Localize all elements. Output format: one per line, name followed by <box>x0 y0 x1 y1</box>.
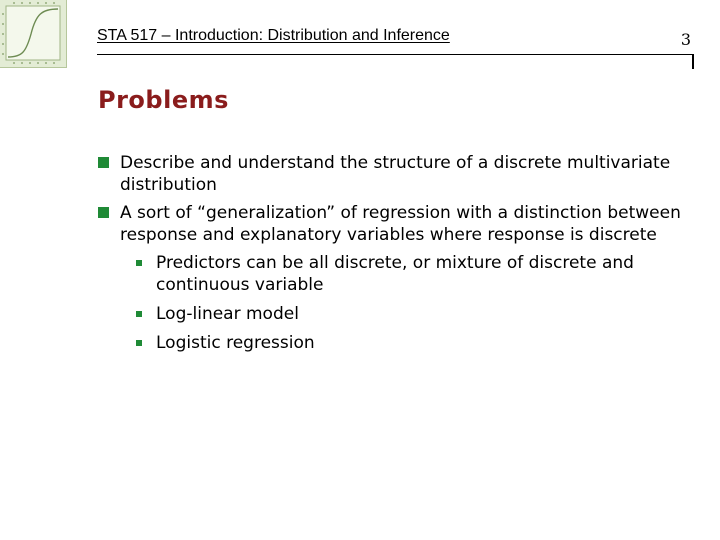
header-divider-tick <box>692 54 694 69</box>
header-title: STA 517 – Introduction: Distribution and Inference <box>97 27 450 44</box>
square-bullet-icon <box>98 157 109 168</box>
small-square-bullet-icon <box>136 260 142 266</box>
sub-bullet-list <box>134 252 698 354</box>
bullet-text: A sort of “generalization” of regression with a distinction between response and explanatory variables where response is discrete <box>120 203 681 245</box>
sub-bullet-item <box>134 303 698 325</box>
slide-title: Problems <box>98 86 229 114</box>
square-bullet-icon <box>98 207 109 218</box>
logo-sigmoid-curve <box>0 0 67 68</box>
bullet-item <box>98 202 698 354</box>
sub-bullet-text: Log-linear model <box>156 304 299 324</box>
small-square-bullet-icon <box>136 311 142 317</box>
sigmoid-curve-icon <box>0 0 66 67</box>
sub-bullet-text: Predictors can be all discrete, or mixture of discrete and continuous variable <box>156 253 634 295</box>
small-square-bullet-icon <box>136 340 142 346</box>
header-divider <box>97 54 693 55</box>
bullet-list <box>98 152 698 361</box>
sub-bullet-text: Logistic regression <box>156 333 315 353</box>
sub-bullet-item <box>134 252 698 296</box>
page-number: 3 <box>680 30 691 49</box>
bullet-text: Describe and understand the structure of a discrete multivariate distribution <box>120 153 671 195</box>
bullet-item <box>98 152 698 196</box>
sub-bullet-item <box>134 332 698 354</box>
